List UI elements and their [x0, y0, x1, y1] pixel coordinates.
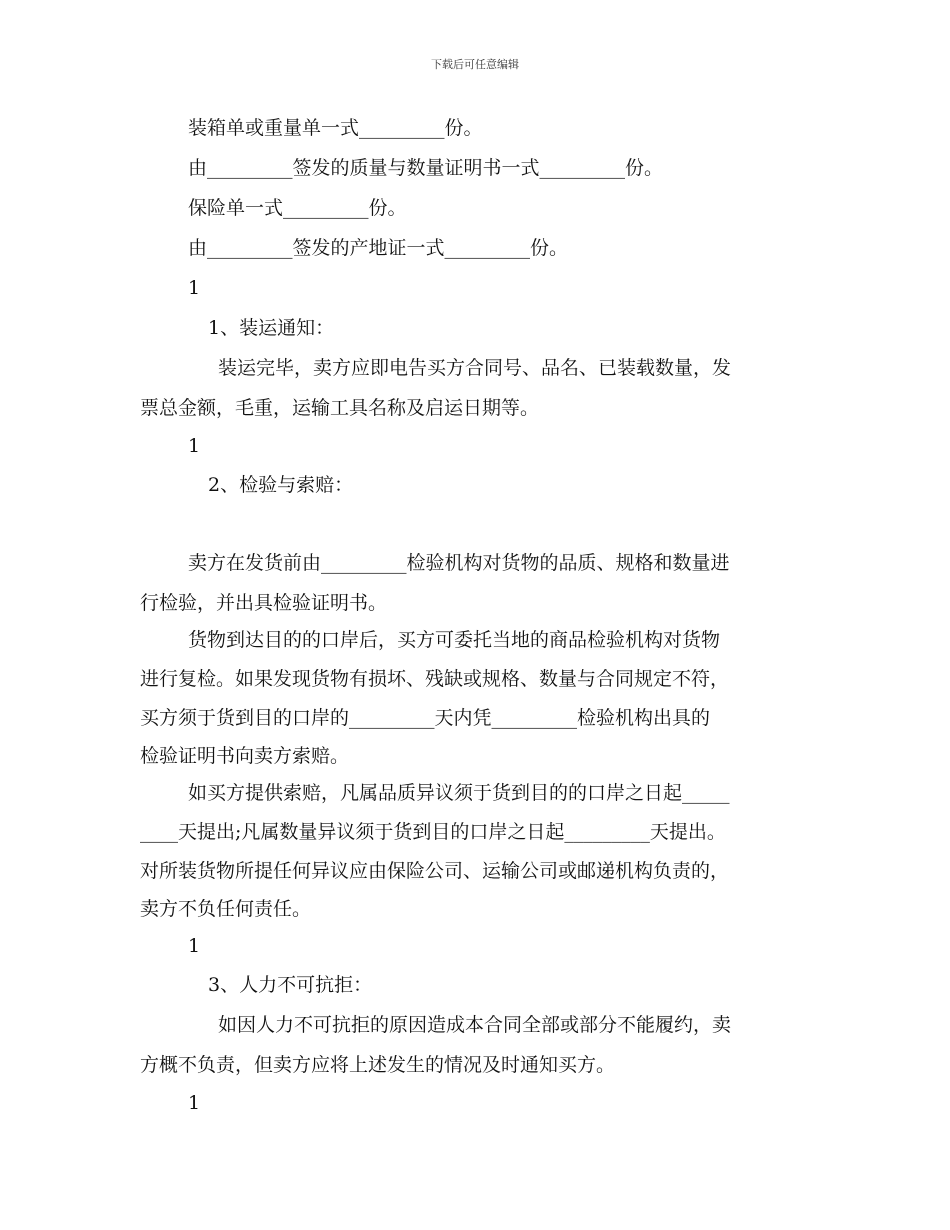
doc-line: 货物到达目的的口岸后，买方可委托当地的商品检验机构对货物: [188, 629, 721, 651]
doc-line: 对所装货物所提任何异议应由保险公司、运输公司或邮递机构负责的，: [140, 860, 730, 882]
page-number: 1: [188, 1092, 201, 1114]
doc-line: 卖方不负任何责任。: [140, 898, 312, 920]
page-number: 1: [188, 277, 201, 299]
section-heading: 1、装运通知：: [208, 317, 335, 339]
doc-line: 如买方提供索赔，凡属品质异议须于货到目的的口岸之日起_____: [188, 782, 730, 804]
page-number: 1: [188, 435, 201, 457]
section-heading: 2、检验与索赔：: [208, 474, 354, 496]
doc-line: ____天提出;凡属数量异议须于货到目的口岸之日起_________天提出。: [140, 821, 726, 843]
page-header: 下载后可任意编辑: [431, 58, 519, 71]
doc-line: 装运完毕，卖方应即电告买方合同号、品名、已装载数量，发: [218, 357, 732, 379]
doc-line: 由_________签发的产地证一式_________份。: [188, 237, 569, 259]
doc-line: 买方须于货到目的口岸的_________天内凭_________检验机构出具的: [140, 707, 711, 729]
doc-line: 检验证明书向卖方索赔。: [140, 745, 350, 767]
doc-line: 票总金额，毛重，运输工具名称及启运日期等。: [140, 397, 540, 419]
section-heading: 3、人力不可抗拒：: [208, 974, 373, 996]
doc-line: 保险单一式_________份。: [188, 197, 407, 219]
doc-line: 行检验，并出具检验证明书。: [140, 592, 388, 614]
doc-line: 装箱单或重量单一式_________份。: [188, 117, 483, 139]
doc-line: 进行复检。如果发现货物有损坏、残缺或规格、数量与合同规定不符，: [140, 668, 730, 690]
doc-line: 如因人力不可抗拒的原因造成本合同全部或部分不能履约，卖: [218, 1014, 732, 1036]
doc-line: 由_________签发的质量与数量证明书一式_________份。: [188, 157, 664, 179]
doc-line: 卖方在发货前由_________检验机构对货物的品质、规格和数量进: [188, 552, 730, 574]
page-number: 1: [188, 935, 201, 957]
doc-line: 方概不负责，但卖方应将上述发生的情况及时通知买方。: [140, 1054, 616, 1076]
